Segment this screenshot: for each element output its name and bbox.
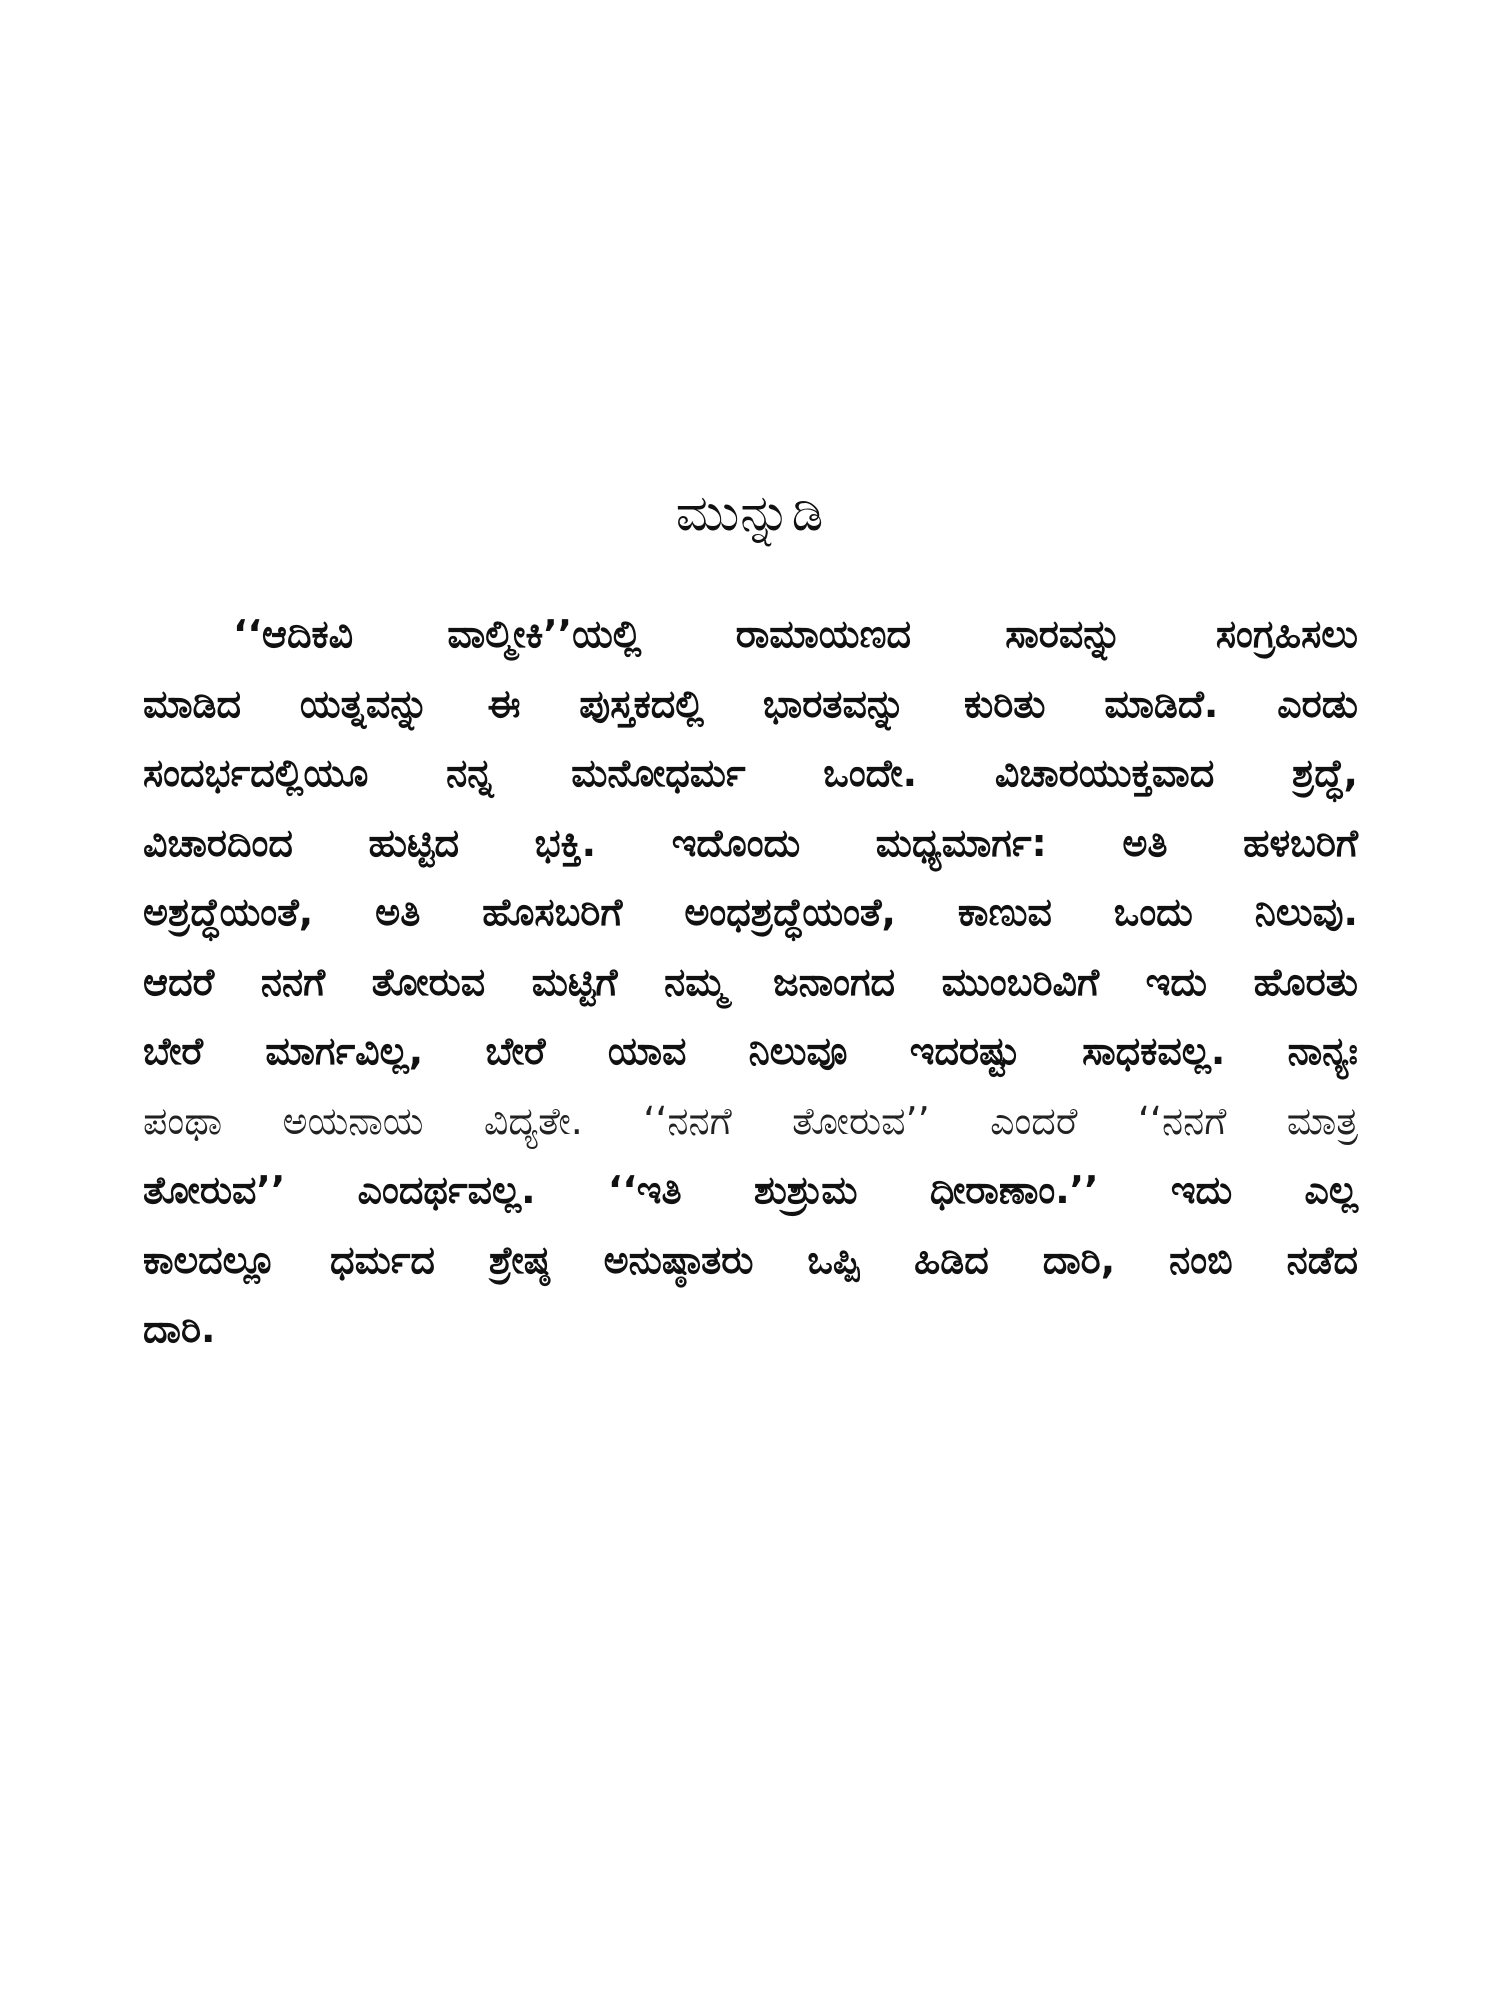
paragraph-line-8: ಪಂಥಾ ಅಯನಾಯ ವಿದ್ಯತೇ. ‘‘ನನಗೆ ತೋರುವ’’ ಎಂದರೆ ‘‘ನನಗೆ ಮಾತ್ರ bbox=[143, 1098, 1358, 1143]
paragraph-line-2: ಮಾಡಿದ ಯತ್ನವನ್ನು ಈ ಪುಸ್ತಕದಲ್ಲಿ ಭಾರತವನ್ನು ಕುರಿತು ಮಾಡಿದೆ. ಎರಡು bbox=[143, 681, 1358, 726]
paragraph-line-4: ವಿಚಾರದಿಂದ ಹುಟ್ಟಿದ ಭಕ್ತಿ. ಇದೊಂದು ಮಧ್ಯಮಾರ್ಗ: ಅತಿ ಹಳಬರಿಗೆ bbox=[143, 820, 1358, 865]
paragraph-line-7: ಬೇರೆ ಮಾರ್ಗವಿಲ್ಲ, ಬೇರೆ ಯಾವ ನಿಲುವೂ ಇದರಷ್ಟು ಸಾಧಕವಲ್ಲ. ನಾನ್ಯಃ bbox=[143, 1029, 1358, 1073]
paragraph-line-10: ಕಾಲದಲ್ಲೂ ಧರ್ಮದ ಶ್ರೇಷ್ಠ ಅನುಷ್ಠಾತರು ಒಪ್ಪಿ ಹಿಡಿದ ದಾರಿ, ನಂಬಿ ನಡೆದ bbox=[143, 1237, 1358, 1282]
paragraph-line-3: ಸಂದರ್ಭದಲ್ಲಿಯೂ ನನ್ನ ಮನೋಧರ್ಮ ಒಂದೇ. ವಿಚಾರಯುಕ್ತವಾದ ಶ್ರದ್ಧೆ, bbox=[143, 751, 1358, 795]
page-title: ಮುನ್ನುಡಿ bbox=[675, 484, 825, 542]
paragraph-line-6: ಆದರೆ ನನಗೆ ತೋರುವ ಮಟ್ಟಿಗೆ ನಮ್ಮ ಜನಾಂಗದ ಮುಂಬರಿವಿಗೆ ಇದು ಹೊರತು bbox=[143, 959, 1358, 1004]
paragraph-line-9: ತೋರುವ’’ ಎಂದರ್ಥವಲ್ಲ. ‘‘ಇತಿ ಶುಶ್ರುಮ ಧೀರಾಣಾಂ.’’ ಇದು ಎಲ್ಲ bbox=[143, 1168, 1358, 1212]
paragraph-line-1: ‘‘ಆದಿಕವಿ ವಾಲ್ಮೀಕಿ’’ಯಲ್ಲಿ ರಾಮಾಯಣದ ಸಾರವನ್ನು ಸಂಗ್ರಹಿಸಲು bbox=[233, 612, 1358, 656]
paragraph-line-5: ಅಶ್ರದ್ಧೆಯಂತೆ, ಅತಿ ಹೊಸಬರಿಗೆ ಅಂಧಶ್ರದ್ಧೆಯಂತೆ, ಕಾಣುವ ಒಂದು ನಿಲುವು. bbox=[143, 890, 1358, 934]
preface-paragraph bbox=[143, 600, 1358, 1365]
paragraph-line-11: ದಾರಿ. bbox=[143, 1307, 216, 1351]
